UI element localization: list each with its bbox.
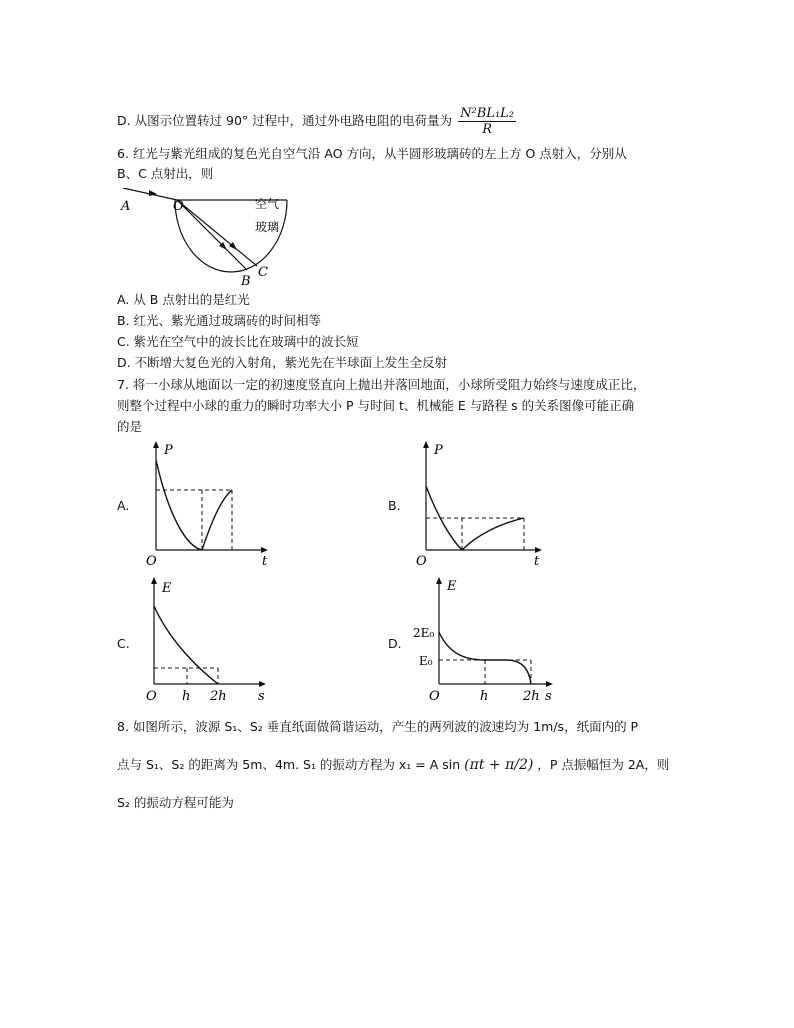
- graph-c-x-label: s: [258, 689, 265, 704]
- graph-d-y-label: E: [447, 579, 457, 594]
- graph-a-curve-up: [156, 460, 202, 550]
- label-b: B: [241, 274, 251, 288]
- q7-stem-line1: 7. 将一小球从地面以一定的初速度竖直向上抛出并落回地面，小球所受阻力始终与速度成正比，: [117, 377, 646, 392]
- graph-a: [140, 438, 275, 573]
- graph-c-tick-h: h: [182, 689, 191, 704]
- graph-a-curve-down: [202, 490, 232, 550]
- graph-a-label: A.: [117, 498, 130, 513]
- graph-b-x-label: t: [534, 554, 540, 569]
- graph-d-tick-h: h: [480, 689, 489, 704]
- ray-to-c: [177, 200, 257, 266]
- q7-stem-line3: 的是: [117, 419, 143, 434]
- graph-d-y-arrow: [436, 577, 442, 584]
- graph-c-x-arrow: [259, 681, 266, 687]
- graph-d-tick-2h: 2h: [523, 689, 540, 704]
- graph-d-x-label: s: [545, 689, 552, 704]
- label-c: C: [258, 265, 268, 280]
- graph-b-label: B.: [388, 498, 401, 513]
- graph-c-curve: [154, 606, 218, 684]
- q6-option-b: B. 红光、紫光通过玻璃砖的时间相等: [117, 313, 322, 328]
- q6-option-d: D. 不断增大复色光的入射角，紫光先在半球面上发生全反射: [117, 355, 448, 370]
- graph-c: [140, 576, 275, 711]
- q8-line2: [117, 755, 669, 773]
- graph-a-x-label: t: [262, 554, 268, 569]
- graph-d-tick-e0: E₀: [419, 654, 433, 668]
- formula-denominator: R: [482, 122, 492, 137]
- graph-c-y-arrow: [151, 577, 157, 584]
- graph-b-origin: O: [416, 554, 427, 569]
- charge-formula: [458, 106, 516, 137]
- q5-option-d: [117, 106, 516, 137]
- graph-d-origin: O: [429, 689, 440, 704]
- graph-a-origin: O: [146, 554, 157, 569]
- graph-a-y-label: P: [164, 443, 173, 458]
- graph-c-label: C.: [117, 636, 130, 651]
- q8-line3: S₂ 的振动方程可能为: [117, 795, 234, 810]
- graph-b-x-arrow: [535, 547, 542, 553]
- q6-stem-line1: 6. 红光与紫光组成的复色光自空气沿 AO 方向，从半圆形玻璃砖的左上方 O 点射入，分别从: [117, 146, 627, 161]
- graph-c-origin: O: [146, 689, 157, 704]
- graph-c-y-label: E: [162, 581, 172, 596]
- graph-d-tick-2e0: 2E₀: [413, 626, 435, 640]
- q8-line2-a: 点与 S₁、S₂ 的距离为 5m、4m. S₁ 的振动方程为 x₁ = A sin: [117, 757, 461, 772]
- graph-d-x-arrow: [546, 681, 553, 687]
- graph-a-x-arrow: [261, 547, 268, 553]
- q7-stem-line2: 则整个过程中小球的重力的瞬时功率大小 P 与时间 t、机械能 E 与路程 s 的关系图像可能正确: [117, 398, 635, 413]
- q6-option-c: C. 紫光在空气中的波长比在玻璃中的波长短: [117, 334, 359, 349]
- formula-numerator: N²BL₁L₂: [460, 106, 514, 121]
- graph-a-y-arrow: [153, 441, 159, 448]
- q6-stem-line2: B、C 点射出，则: [117, 166, 214, 181]
- graph-b: [410, 438, 550, 573]
- graph-d: [405, 576, 565, 711]
- ray-to-b: [177, 200, 247, 270]
- q8-phase-expression: (πt + π/2): [464, 757, 534, 773]
- q6-prism-figure: [115, 188, 295, 288]
- label-air: 空气: [255, 197, 280, 211]
- q8-line1: 8. 如图所示，波源 S₁、S₂ 垂直纸面做简谐运动，产生的两列波的波速均为 1m/s，纸面内的 P: [117, 719, 639, 734]
- label-o: O: [173, 199, 184, 214]
- q5-option-d-text: D. 从图示位置转过 90° 过程中，通过外电路电阻的电荷量为: [117, 113, 453, 128]
- graph-b-y-arrow: [423, 441, 429, 448]
- q8-line2-b: ，P 点振幅恒为 2A，则: [537, 757, 670, 772]
- graph-c-tick-2h: 2h: [210, 689, 227, 704]
- graph-d-label: D.: [388, 636, 402, 651]
- graph-b-curve-down: [462, 518, 524, 550]
- q6-option-a: A. 从 B 点射出的是红光: [117, 292, 250, 307]
- label-glass: 玻璃: [255, 220, 280, 234]
- label-a: A: [121, 199, 131, 214]
- graph-b-y-label: P: [434, 443, 443, 458]
